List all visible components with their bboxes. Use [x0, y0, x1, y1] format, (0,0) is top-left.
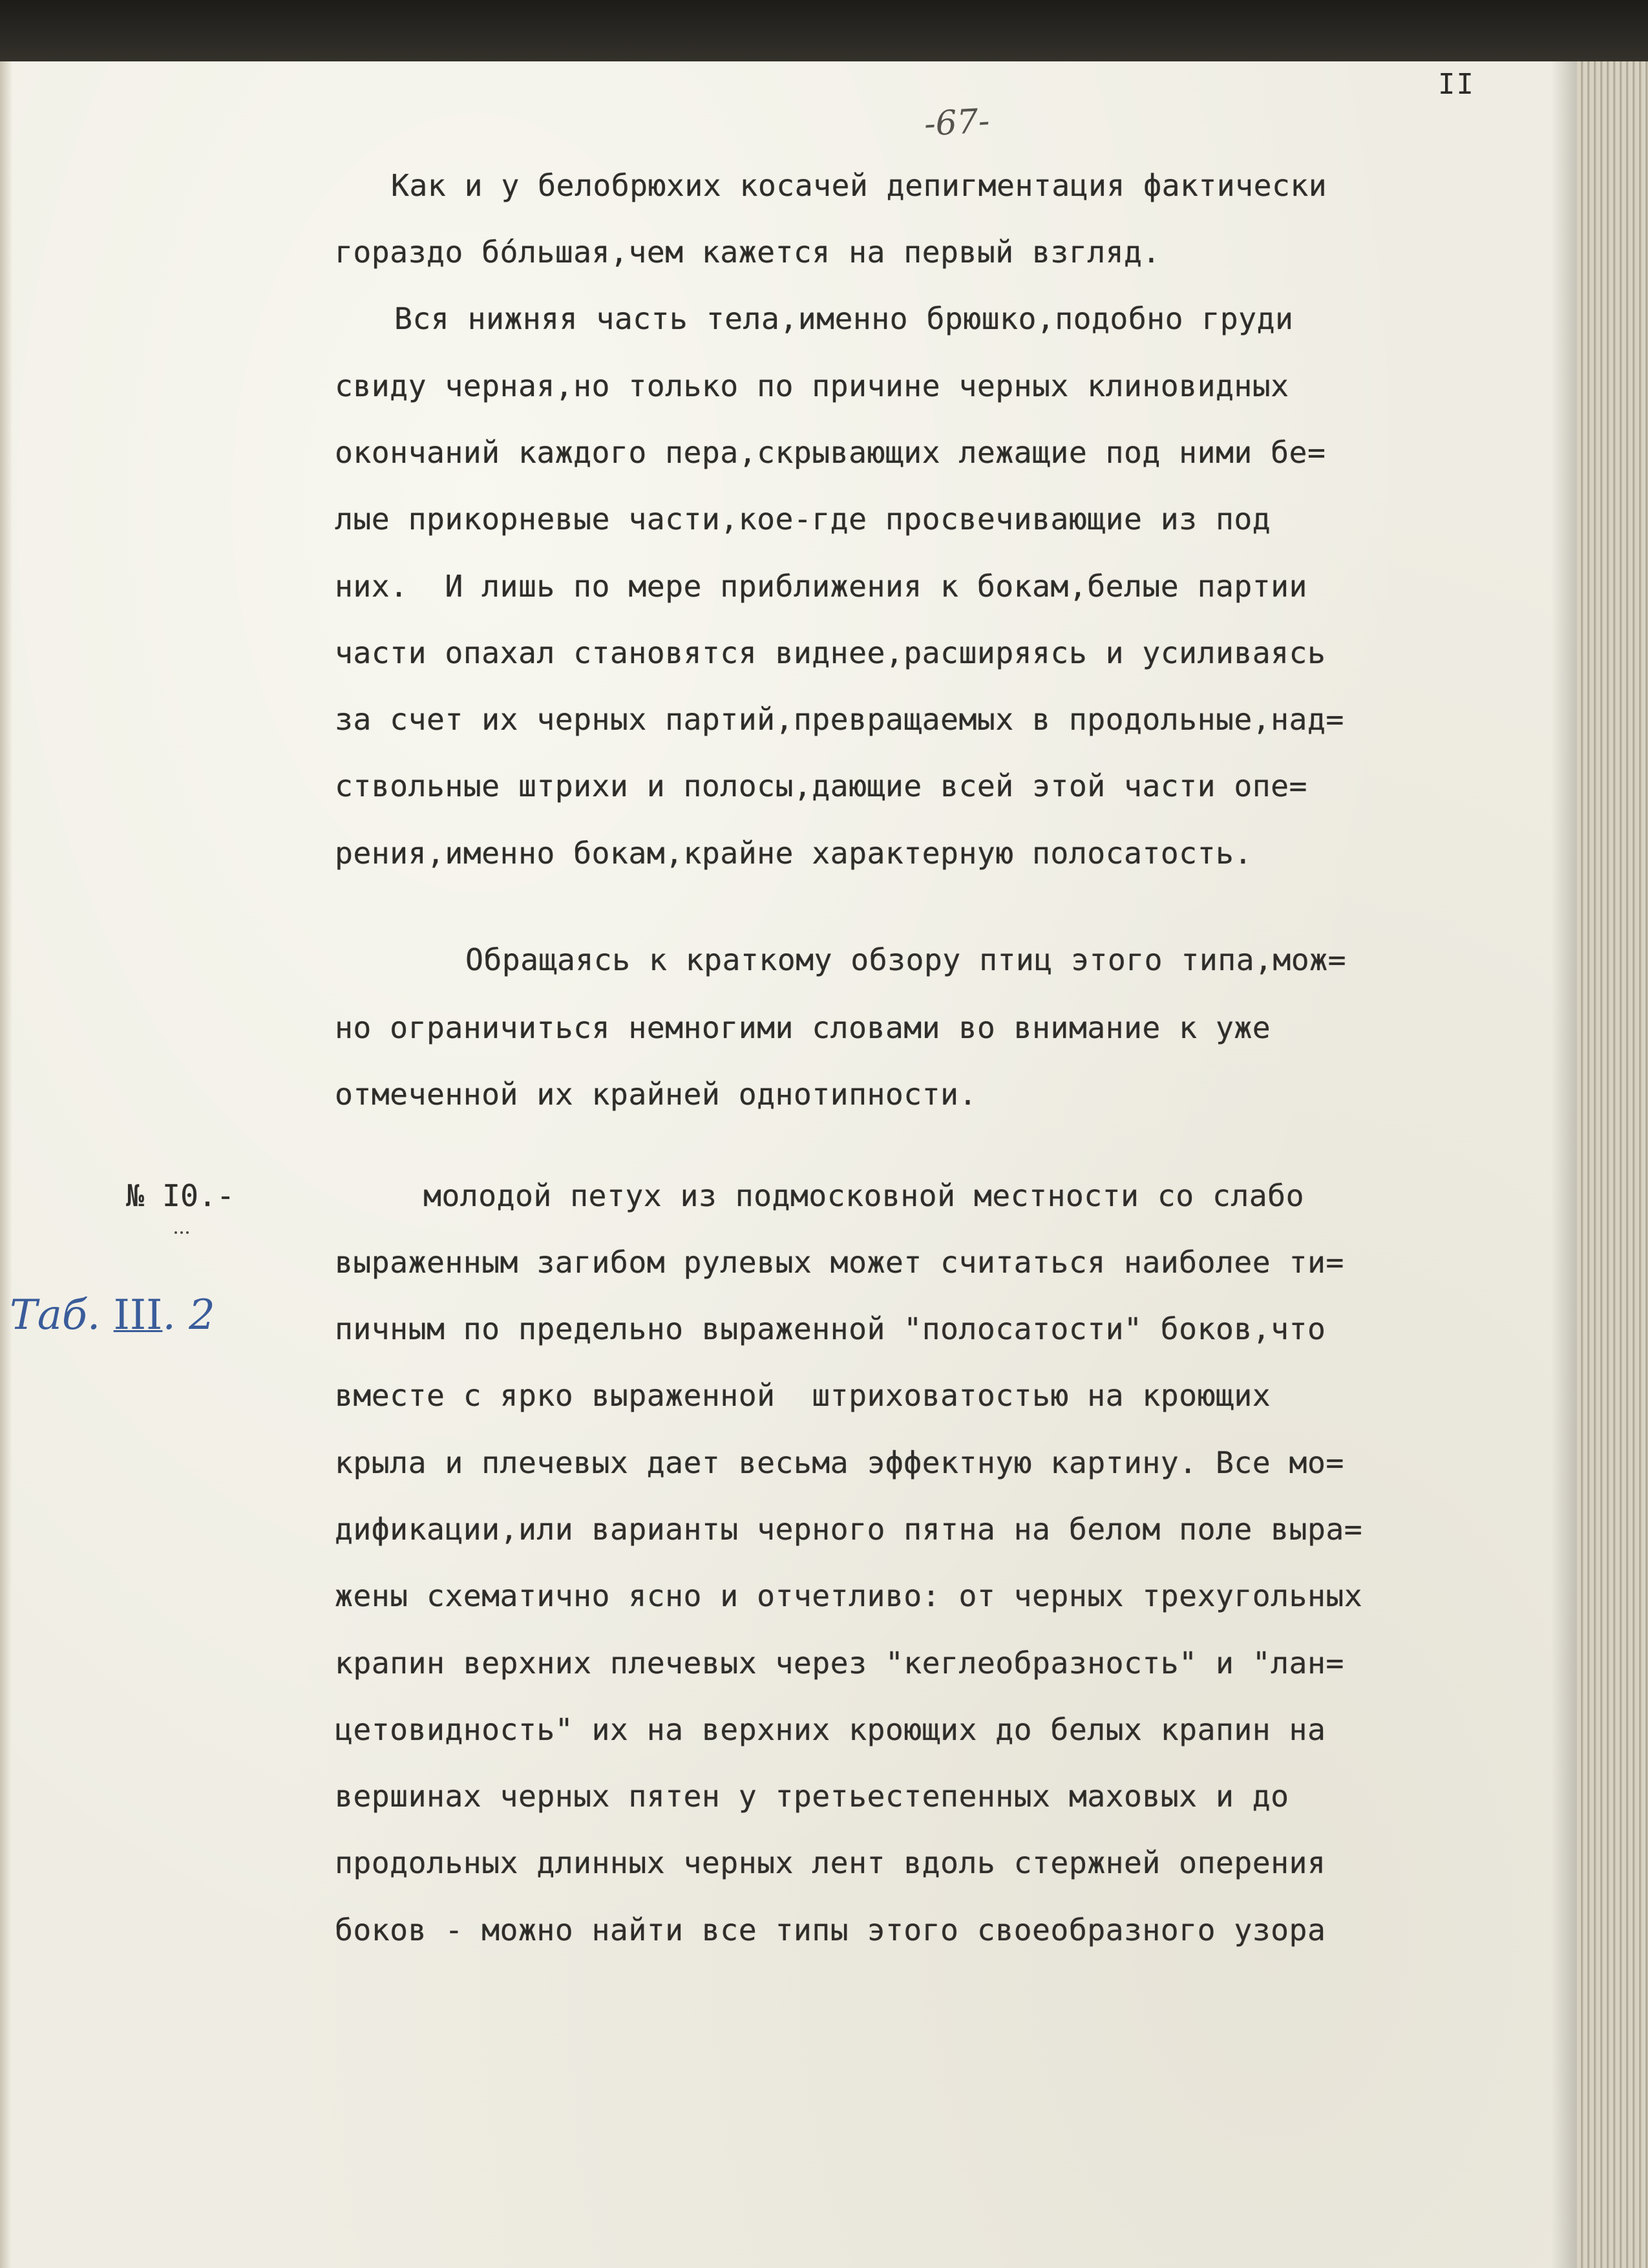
text-line: крыла и плечевых дает весьма эффектную картину. Все мо= [335, 1445, 1344, 1480]
text-line: отмеченной их крайней однотипности. [335, 1077, 977, 1112]
table-ref-suffix: . 2 [162, 1291, 215, 1339]
text-line: Как и у белобрюхих косачей депигментация фактически [391, 168, 1327, 203]
page-binding-edge [0, 61, 12, 2268]
text-line: молодой петух из подмосковной местности со слабо [423, 1178, 1304, 1213]
text-line: них. И лишь по мере приближения к бокам,белые партии [335, 569, 1307, 604]
text-line: вершинах черных пятен у третьестепенных маховых и до [335, 1779, 1289, 1814]
handwritten-page-number: -67- [923, 101, 991, 144]
text-line: выраженным загибом рулевых может считаться наиболее ти= [335, 1245, 1344, 1280]
text-line: за счет их черных партий,превращаемых в продольные,над= [335, 702, 1344, 737]
scan-background-top [0, 0, 1648, 61]
text-line: вместе с ярко выраженной штриховатостью на кроющих [335, 1378, 1271, 1413]
text-line: Вся нижняя часть тела,именно брюшко,подобно груди [394, 301, 1294, 336]
folio-number: II [1438, 68, 1475, 101]
table-ref-prefix: Таб. [10, 1291, 101, 1339]
text-line: продольных длинных черных лент вдоль стержней оперения [335, 1845, 1326, 1880]
text-line: дификации,или варианты черного пятна на белом поле выра= [335, 1512, 1363, 1547]
text-line: гораздо бо́льшая,чем кажется на первый взгляд. [335, 235, 1161, 270]
text-line: Обращаясь к краткому обзору птиц этого типа,мож= [465, 942, 1346, 977]
text-line: жены схематично ясно и отчетливо: от черных трехугольных [335, 1578, 1363, 1613]
text-line: но ограничиться немногими словами во внимание к уже [335, 1010, 1271, 1045]
text-line: лые прикорневые части,кое-где просвечивающие из под [335, 502, 1271, 536]
text-line: окончаний каждого пера,скрывающих лежащие под ними бе= [335, 435, 1326, 470]
margin-table-reference [10, 1289, 215, 1341]
text-line: свиду черная,но только по причине черных клиновидных [335, 368, 1289, 403]
page-stack-edges [1577, 61, 1648, 2268]
text-line: пичным по предельно выраженной "полосатости" боков,что [335, 1311, 1326, 1346]
text-line: ствольные штрихи и полосы,дающие всей этой части опе= [335, 768, 1307, 803]
text-line: рения,именно бокам,крайне характерную полосатость. [335, 836, 1252, 871]
margin-entry-number: № I0.- [126, 1178, 235, 1213]
text-line: крапин верхних плечевых через "кеглеобразность" и "лан= [335, 1646, 1344, 1680]
margin-tick-mark [174, 1231, 189, 1240]
text-line: боков - можно найти все типы этого своеобразного узора [335, 1913, 1326, 1947]
text-line: части опахал становятся виднее,расширяясь и усиливаясь [335, 635, 1326, 670]
table-ref-roman: III [113, 1291, 163, 1339]
text-line: цетовидность" их на верхних кроющих до белых крапин на [335, 1712, 1326, 1747]
